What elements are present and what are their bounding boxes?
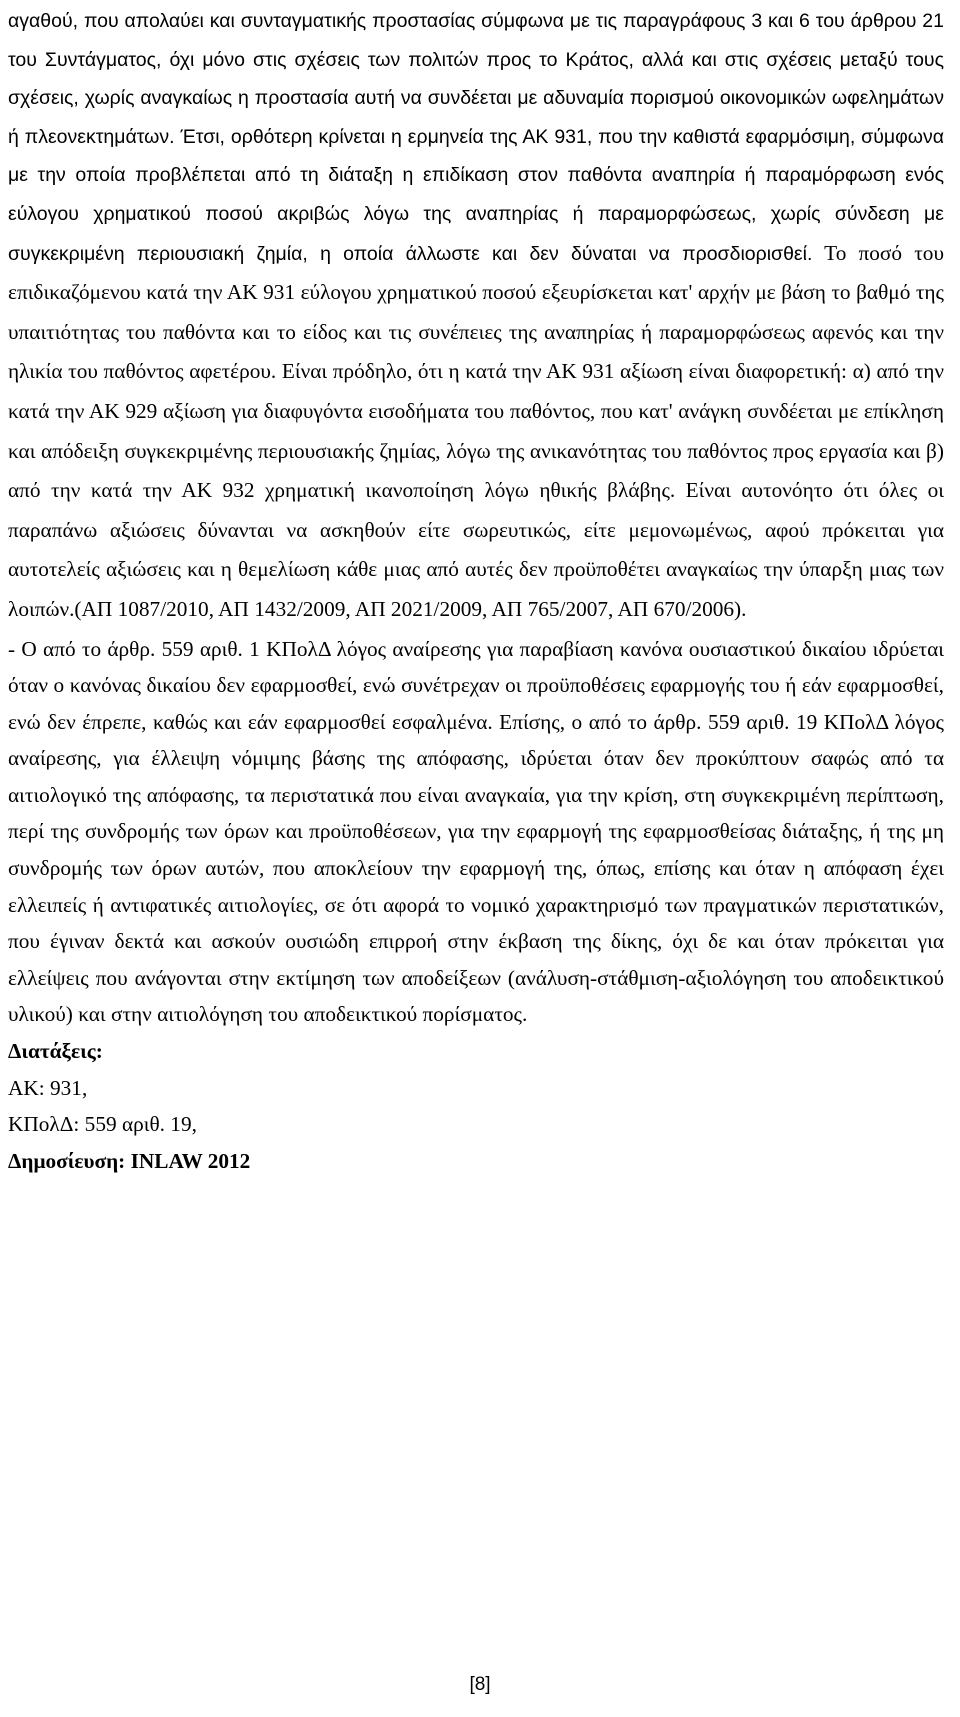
provision-item: ΑΚ: 931,	[8, 1075, 88, 1100]
paragraph-1	[8, 3, 944, 631]
page-number: [8]	[469, 1674, 491, 1695]
paragraph-1-sans-text: αγαθού, που απολαύει και συνταγματικής προστασίας σύμφωνα με τις παραγράφους 3 και 6 του άρθρου 21 του Συντάγματος, όχι μόνο στις σχέσεις των πολιτών προς το Κράτος, αλλά και στις σχέσεις μεταξύ τους σχέσεις, χωρίς αναγκαίως η προστασία αυτή να συνδέεται με αδυναμία πορισμού οικονομικών ωφελημάτων ή πλεονεκτημάτων. Έτσι, ορθότερη κρίνεται η ερμηνεία της ΑΚ 931, που την καθιστά εφαρμόσιμη, σύμφωνα με την οποία προβλέπεται από τη διάταξη η επιδίκαση στον παθόντα αναπηρία ή παραμόρφωση ενός εύλογου χρηματικού ποσού ακριβώς λόγω της αναπηρίας ή παραμορφώσεως, χωρίς σύνδεση με συγκεκριμένη περιουσιακή ζημία, η οποία άλλωστε και δεν δύναται να προσδιορισθεί.	[8, 10, 944, 265]
document-page	[8, 3, 944, 1179]
paragraph-2: - Ο από το άρθρ. 559 αριθ. 1 ΚΠολΔ λόγος αναίρεσης για παραβίαση κανόνα ουσιαστικού δικαίου ιδρύεται όταν ο κανόνας δικαίου δεν εφαρμοσθεί, ενώ συνέτρεχαν οι προϋποθέσεις εφαρμογής του ή εάν εφαρμοσθεί, ενώ δεν έπρεπε, καθώς και εάν εφαρμοσθεί εσφαλμένα. Επίσης, ο από το άρθρ. 559 αριθ. 19 ΚΠολΔ λόγος αναίρεσης, για έλλειψη νόμιμης βάσης της απόφασης, ιδρύεται όταν δεν προκύπτουν σαφώς από τα αιτιολογικό της απόφασης, τα περιστατικά που είναι αναγκαία, για την κρίση, στη συγκεκριμένη περίπτωση, περί της συνδρομής των όρων και προϋποθέσεων, για την εφαρμογή της εφαρμοσθείσας διάταξης, ή της μη συνδρομής των όρων αυτών, που αποκλείουν την εφαρμογή της, όπως, επίσης και όταν η απόφαση έχει ελλειπείς ή αντιφατικές αιτιολογίες, σε ότι αφορά το νομικό χαρακτηρισμό των πραγματικών περιστατικών, που έγιναν δεκτά και ασκούν ουσιώδη επιρροή στην έκβαση της δίκης, όχι δε και όταν πρόκειται για ελλείψεις που ανάγονται στην εκτίμηση των αποδείξεων (ανάλυση-στάθμιση-αξιολόγηση του αποδεικτικού υλικού) και στην αιτιολόγηση του αποδεικτικού πορίσματος.	[8, 636, 944, 1027]
paragraph-1-serif-text: Το ποσό του επιδικαζόμενου κατά την ΑΚ 931 εύλογου χρηματικού ποσού εξευρίσκεται κατ' αρχήν με βάση το βαθμό της υπαιτιότητας του παθόντα και το είδος και τις συνέπειες της αναπηρίας ή παραμορφώσεως αφενός και την ηλικία του παθόντος αφετέρου. Είναι πρόδηλο, ότι η κατά την ΑΚ 931 αξίωση είναι διαφορετική: α) από την κατά την ΑΚ 929 αξίωση για διαφυγόντα εισοδήματα του παθόντος, που κατ' ανάγκη συνδέεται με επίκληση και απόδειξη συγκεκριμένης περιουσιακής ζημίας, λόγω της ανικανότητας του παθόντος προς εργασία και β) από την κατά την ΑΚ 932 χρηματική ικανοποίηση λόγω ηθικής βλάβης. Είναι αυτονόητο ότι όλες οι παραπάνω αξιώσεις δύνανται να ασκηθούν είτε σωρευτικώς, είτε μεμονωμένως, αφού πρόκειται για αυτοτελείς αξιώσεις και η θεμελίωση κάθε μιας από αυτές δεν προϋποθέτει αναγκαίως την ύπαρξη μιας των λοιπών.(ΑΠ 1087/2010, ΑΠ 1432/2009, ΑΠ 2021/2009, ΑΠ 765/2007, ΑΠ 670/2006).	[8, 240, 944, 621]
provisions-heading: Διατάξεις:	[8, 1039, 103, 1064]
publication-line: Δημοσίευση: INLAW 2012	[8, 1148, 251, 1173]
provision-item: ΚΠολΔ: 559 αριθ. 19,	[8, 1112, 197, 1137]
